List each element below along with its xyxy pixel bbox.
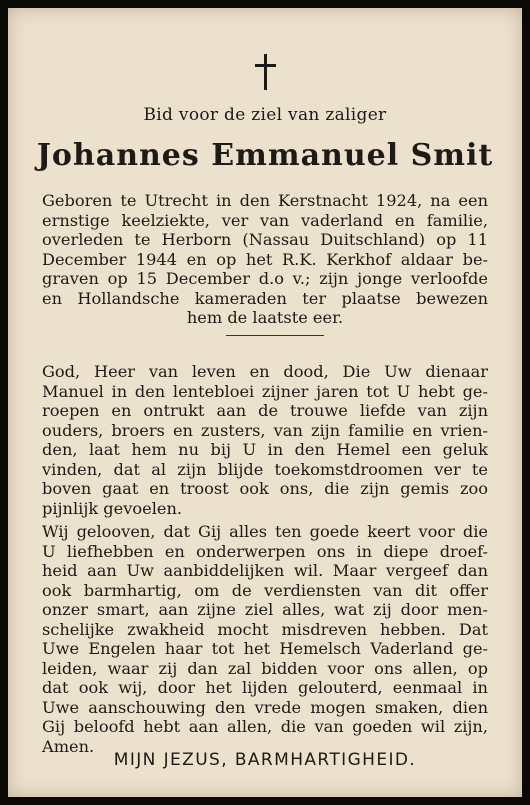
- prayer-line: Uwe aanschouwing den vrede mogen smaken, dien: [42, 697, 488, 717]
- cross-icon: [8, 54, 522, 94]
- prayer-line: pijnlijk gevoelen.: [42, 498, 183, 518]
- prayer-line: Gij beloofd hebt aan allen, die van goeden wil zijn,: [42, 717, 488, 736]
- bio-line: graven op 15 December d.o v.; zijn jonge verloofde: [42, 269, 488, 288]
- prayer-line: ouders, broers en zusters, van zijn familie en vrien-: [42, 420, 488, 440]
- bio-line: ernstige keelziekte, ver van vaderland en familie,: [42, 210, 488, 230]
- prayer-line: Manuel in den lentebloei zijner jaren tot U hebt ge-: [42, 381, 488, 401]
- prayer-line: heid aan Uw aanbiddelijken wil. Maar vergeef dan: [42, 561, 488, 580]
- intro-text: Bid voor de ziel van zaliger: [143, 105, 387, 125]
- prayer-paragraph-1: [42, 362, 488, 518]
- prayer-line: U liefhebben en onderwerpen ons in diepe droef-: [42, 541, 488, 561]
- prayer-line: vinden, dat al zijn blijde toekomstdroomen ver te: [42, 459, 488, 479]
- prayer-line: God, Heer van leven en dood, Die Uw dienaar: [42, 362, 488, 381]
- prayer-paragraph-2: [42, 522, 488, 756]
- prayer-line: dat ook wij, door het lijden gelouterd, eenmaal in: [42, 678, 488, 697]
- bio-line: December 1944 en op het R.K. Kerkhof aldaar be-: [42, 249, 488, 269]
- bio-line: Geboren te Utrecht in den Kerstnacht 1924, na een: [42, 191, 488, 210]
- prayer-line: den, laat hem nu bij U in den Hemel een geluk: [42, 440, 488, 459]
- prayer-line: Uwe Engelen haar tot het Hemelsch Vaderland ge-: [42, 639, 488, 658]
- prayer-line: ook barmhartig, om de verdiensten van dit offer: [42, 580, 488, 600]
- prayer-line: onzer smart, aan zijne ziel alles, wat zij door men-: [42, 600, 488, 619]
- deceased-name: Johannes Emmanuel Smit: [36, 138, 494, 173]
- closing-invocation: MIJN JEZUS, BARMHARTIGHEID.: [113, 750, 417, 770]
- prayer-line: schelijke zwakheid mocht misdreven hebben. Dat: [42, 619, 488, 639]
- prayer-line: Amen.: [42, 736, 95, 756]
- memorial-card: [8, 8, 522, 797]
- prayer-line: boven gaat en troost ook ons, die zijn gemis zoo: [42, 479, 488, 498]
- prayer-line: Wij gelooven, dat Gij alles ten goede keert voor die: [42, 522, 488, 541]
- prayer-line: leiden, waar zij dan zal bidden voor ons allen, op: [42, 658, 488, 678]
- prayer-line: roepen en ontrukt aan de trouwe liefde van zijn: [42, 401, 488, 420]
- bio-line: overleden te Herborn (Nassau Duitschland) op 11: [42, 230, 488, 249]
- bio-line: en Hollandsche kameraden ter plaatse bewezen: [42, 288, 488, 308]
- biography-paragraph: [42, 191, 488, 328]
- bio-line: hem de laatste eer.: [186, 308, 344, 327]
- divider-line: [226, 335, 324, 336]
